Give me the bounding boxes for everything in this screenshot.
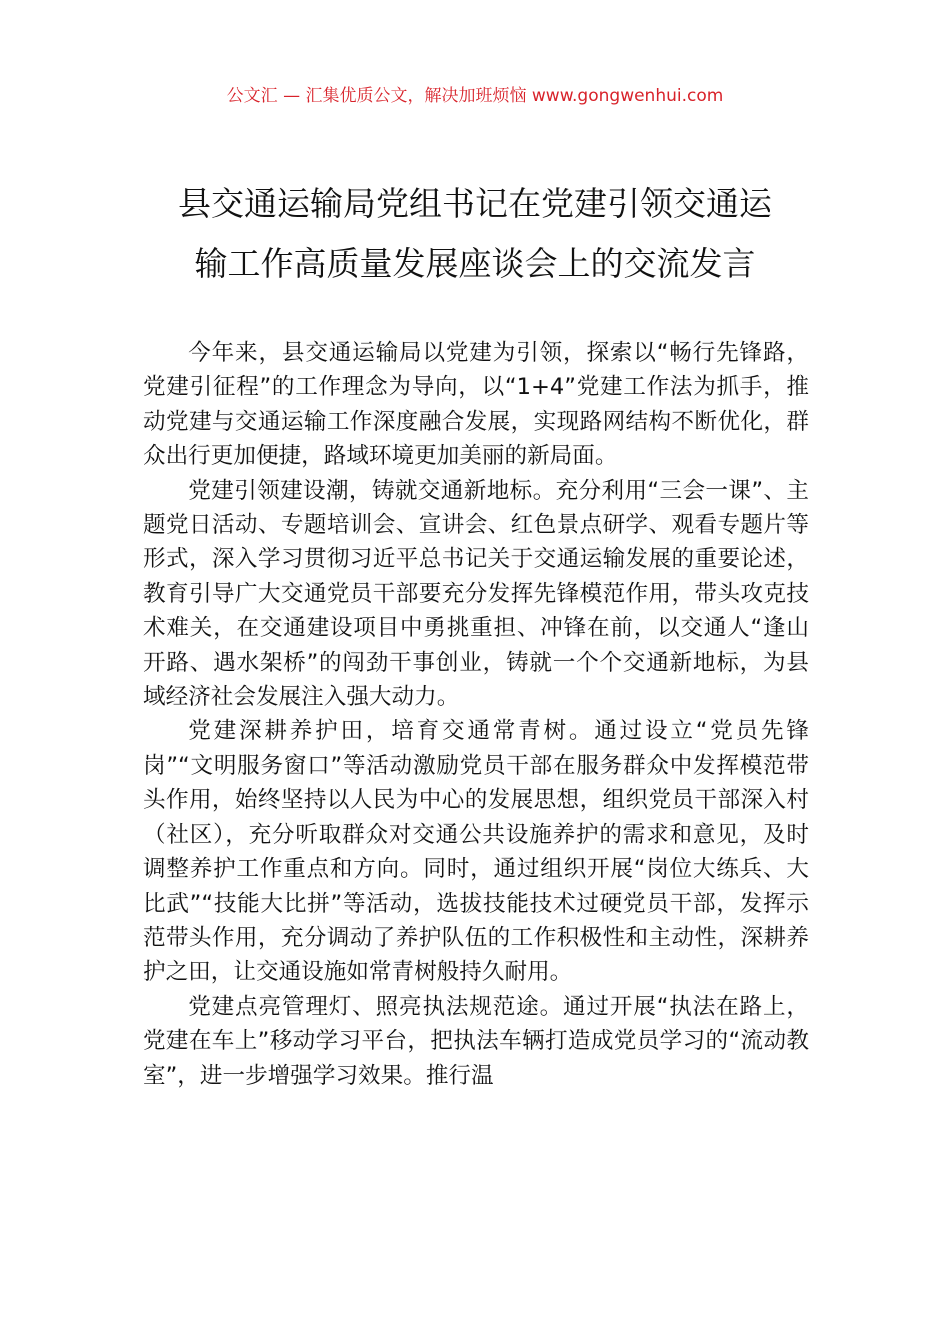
paragraph-maintenance: 党建深耕养护田，培育交通常青树。通过设立“党员先锋岗”“文明服务窗口”等活动激励党员干部在服务群众中发挥模范带头作用，始终坚持以人民为中心的发展思想，组织党员干部深入村（社区），充分听取群众对交通公共设施养护的需求和意见，及时调整养护工作重点和方向。同时，通过组织开展“岗位大练兵、大比武”“技能大比拼”等活动，选拔技能技术过硬党员干部，发挥示范带头作用，充分调动了养护队伍的工作积极性和主动性，深耕养护之田，让交通设施如常青树般持久耐用。	[143, 718, 809, 986]
title-line-2: 输工作高质量发展座谈会上的交流发言	[194, 244, 756, 283]
document-body	[143, 336, 809, 1093]
paragraph-intro: 今年来，县交通运输局以党建为引领，探索以“畅行先锋路，党建引征程”的工作理念为导向，以“1+4”党建工作法为抓手，推动党建与交通运输工作深度融合发展，实现路网结构不断优化，群众出行更加便捷，路域环境更加美丽的新局面。	[143, 340, 809, 470]
header-banner: 公文汇 — 汇集优质公文，解决加班烦恼 www.gongwenhui.com	[226, 86, 724, 106]
paragraph-enforcement: 党建点亮管理灯、照亮执法规范途。通过开展“执法在路上，党建在车上”移动学习平台，把执法车辆打造成党员学习的“流动教室”，进一步增强学习效果。推行温	[143, 993, 809, 1089]
paragraph-construction: 党建引领建设潮，铸就交通新地标。充分利用“三会一课”、主题党日活动、专题培训会、宣讲会、红色景点研学、观看专题片等形式，深入学习贯彻习近平总书记关于交通运输发展的重要论述，教育引导广大交通党员干部要充分发挥先锋模范作用，带头攻克技术难关，在交通建设项目中勇挑重担、冲锋在前，以交通人“逢山开路、遇水架桥”的闯劲干事创业，铸就一个个交通新地标，为县域经济社会发展注入强大动力。	[143, 477, 809, 711]
title-line-1: 县交通运输局党组书记在党建引领交通运	[178, 184, 772, 223]
document-title	[120, 174, 830, 294]
